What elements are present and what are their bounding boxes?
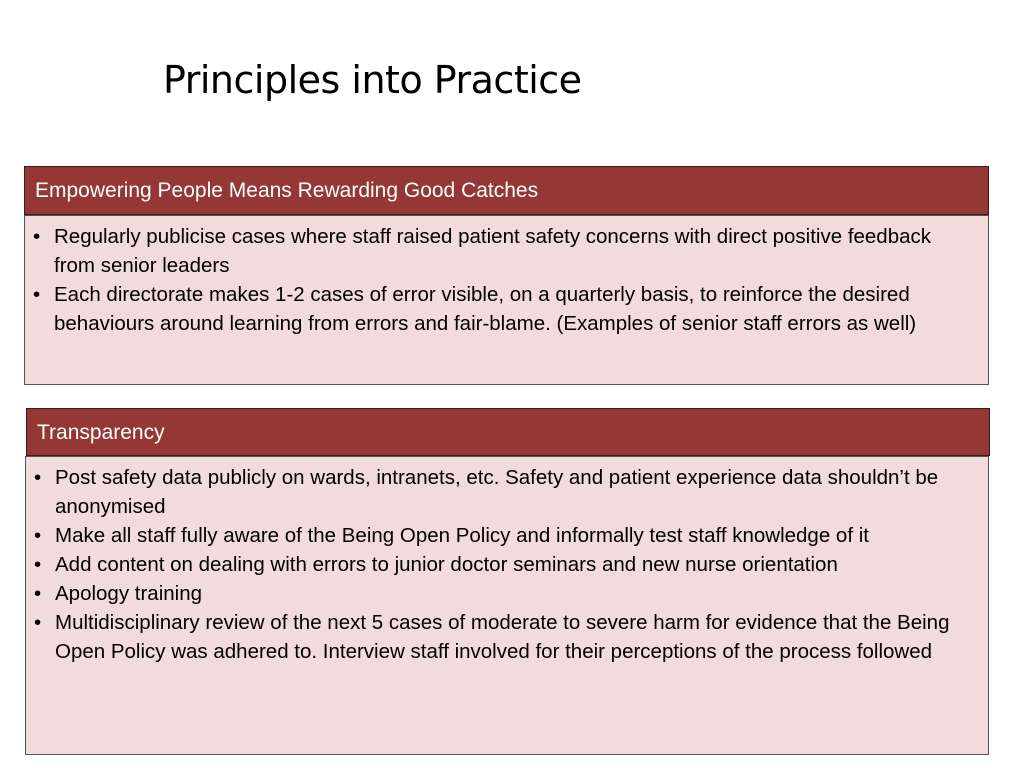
list-item [32,579,974,608]
section-body [24,215,989,385]
bullet-icon: • [34,582,42,605]
list-item-text: Make all staff fully aware of the Being Open Policy and informally test staff knowledge of it [55,524,869,547]
section-body [25,456,989,755]
list-item [32,521,974,550]
list-item-text: Apology training [55,582,203,605]
slide-title: Principles into Practice [163,58,582,102]
bullet-list [32,463,974,666]
bullet-icon: • [34,466,42,489]
bullet-icon: • [33,283,41,306]
list-item-text: Add content on dealing with errors to junior doctor seminars and new nurse orientation [55,553,838,576]
section-header: Transparency [26,408,990,456]
list-item-text: Post safety data publicly on wards, intranets, etc. Safety and patient experience data shouldn’t be anonymised [55,466,939,518]
list-item [31,222,974,280]
bullet-icon: • [34,524,42,547]
list-item-text: Multidisciplinary review of the next 5 cases of moderate to severe harm for evidence that the Being Open Policy was adhered to. Interview staff involved for their perceptions of the process followed [55,611,950,663]
bullet-icon: • [34,553,42,576]
section-header: Empowering People Means Rewarding Good Catches [24,166,989,215]
section-transparency [26,408,991,758]
list-item-text: Regularly publicise cases where staff raised patient safety concerns with direct positive feedback from senior leaders [54,225,932,277]
list-item [32,608,974,666]
section-empowering-people [24,166,989,385]
list-item [32,550,974,579]
list-item [32,463,974,521]
list-item-text: Each directorate makes 1-2 cases of error visible, on a quarterly basis, to reinforce the desired behaviours around learning from errors and fair-blame. (Examples of senior staff errors as well) [54,283,917,335]
bullet-list [31,222,974,338]
bullet-icon: • [34,611,42,634]
bullet-icon: • [33,225,41,248]
list-item [31,280,974,338]
